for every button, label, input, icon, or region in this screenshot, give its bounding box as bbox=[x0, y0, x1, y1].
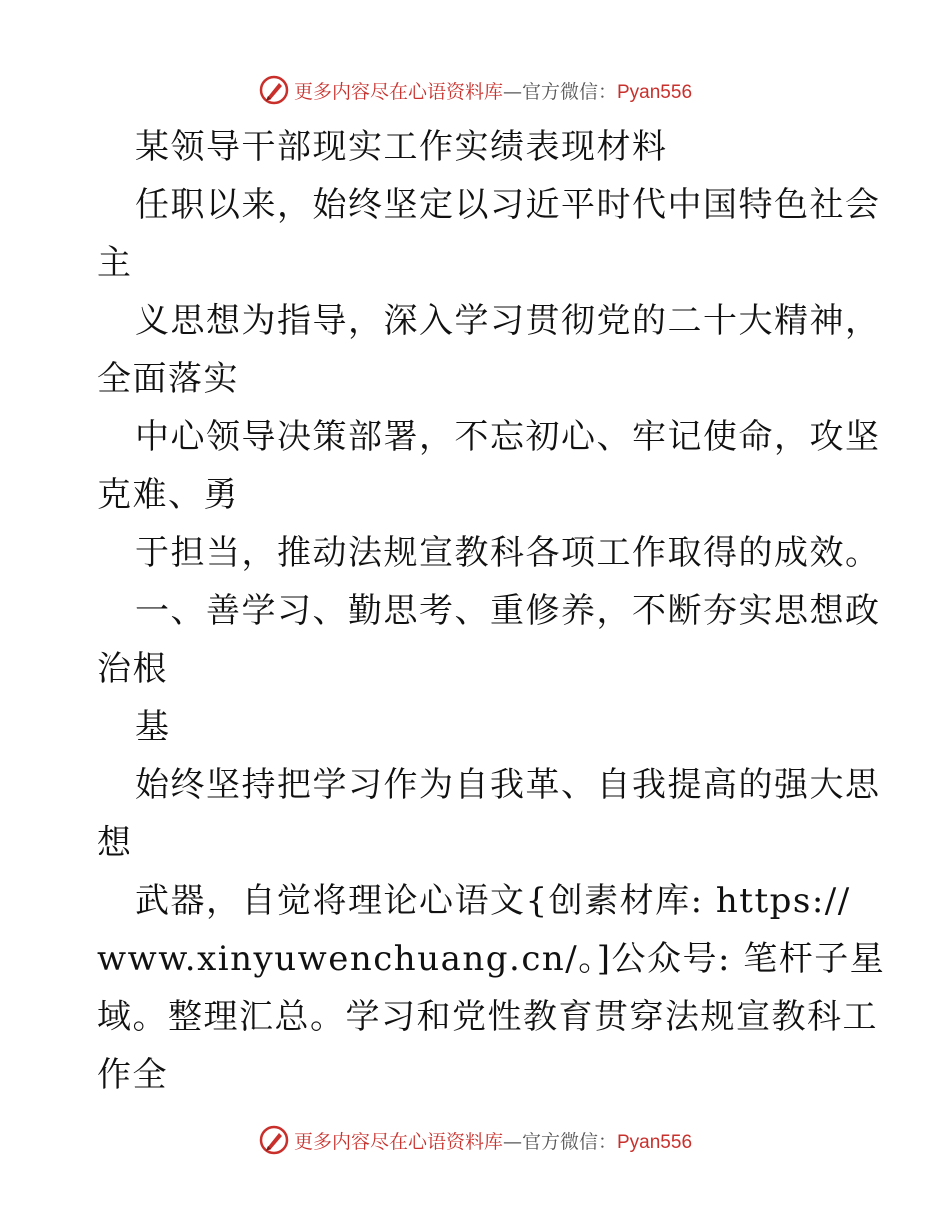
paragraph-line: 武器，自觉将理论心语文{创素材库: https:// bbox=[135, 881, 851, 921]
paragraph-line: 全面落实 bbox=[97, 359, 239, 399]
banner-text bbox=[294, 77, 692, 104]
paragraph-line: 主 bbox=[97, 243, 133, 283]
pen-logo-icon bbox=[258, 1124, 290, 1156]
banner-text bbox=[294, 1127, 692, 1154]
paragraph-line: 想 bbox=[97, 823, 133, 863]
banner-rest: 官方微信： bbox=[521, 80, 617, 103]
paragraph-line: 克难、勇 bbox=[97, 475, 239, 515]
section-heading: 基 bbox=[135, 707, 171, 747]
document-body bbox=[97, 118, 886, 1104]
paragraph-line: 中心领导决策部署，不忘初心、牢记使命，攻坚 bbox=[135, 417, 881, 457]
section-heading: 一、善学习、勤思考、重修养，不断夯实思想政 bbox=[135, 591, 881, 631]
paragraph-line: 于担当，推动法规宣教科各项工作取得的成效。 bbox=[135, 533, 881, 573]
pen-logo-icon bbox=[258, 74, 290, 106]
paragraph-line: 始终坚持把学习作为自我革、自我提高的强大思 bbox=[135, 765, 881, 805]
doc-title: 某领导干部现实工作实绩表现材料 bbox=[135, 127, 668, 167]
banner-wechat: Pyan556 bbox=[617, 81, 693, 103]
section-heading: 治根 bbox=[97, 649, 168, 689]
paragraph-line: 任职以来，始终坚定以习近平时代中国特色社会 bbox=[135, 185, 881, 225]
banner-main: 更多内容尽在心语资料库 bbox=[293, 80, 503, 103]
paragraph-line: www.xinyuwenchuang.cn/。]公众号: 笔杆子星 bbox=[97, 939, 886, 979]
banner-dash: — bbox=[502, 1130, 522, 1153]
paragraph-line: 作全 bbox=[97, 1055, 168, 1095]
banner-rest: 官方微信： bbox=[521, 1130, 617, 1153]
paragraph-line: 义思想为指导，深入学习贯彻党的二十大精神， bbox=[135, 301, 881, 341]
header-banner bbox=[0, 70, 950, 110]
banner-main: 更多内容尽在心语资料库 bbox=[293, 1130, 503, 1153]
paragraph-line: 域。整理汇总。学习和党性教育贯穿法规宣教科工 bbox=[97, 997, 878, 1037]
banner-wechat: Pyan556 bbox=[617, 1131, 693, 1153]
banner-dash: — bbox=[502, 80, 522, 103]
footer-banner bbox=[0, 1120, 950, 1160]
